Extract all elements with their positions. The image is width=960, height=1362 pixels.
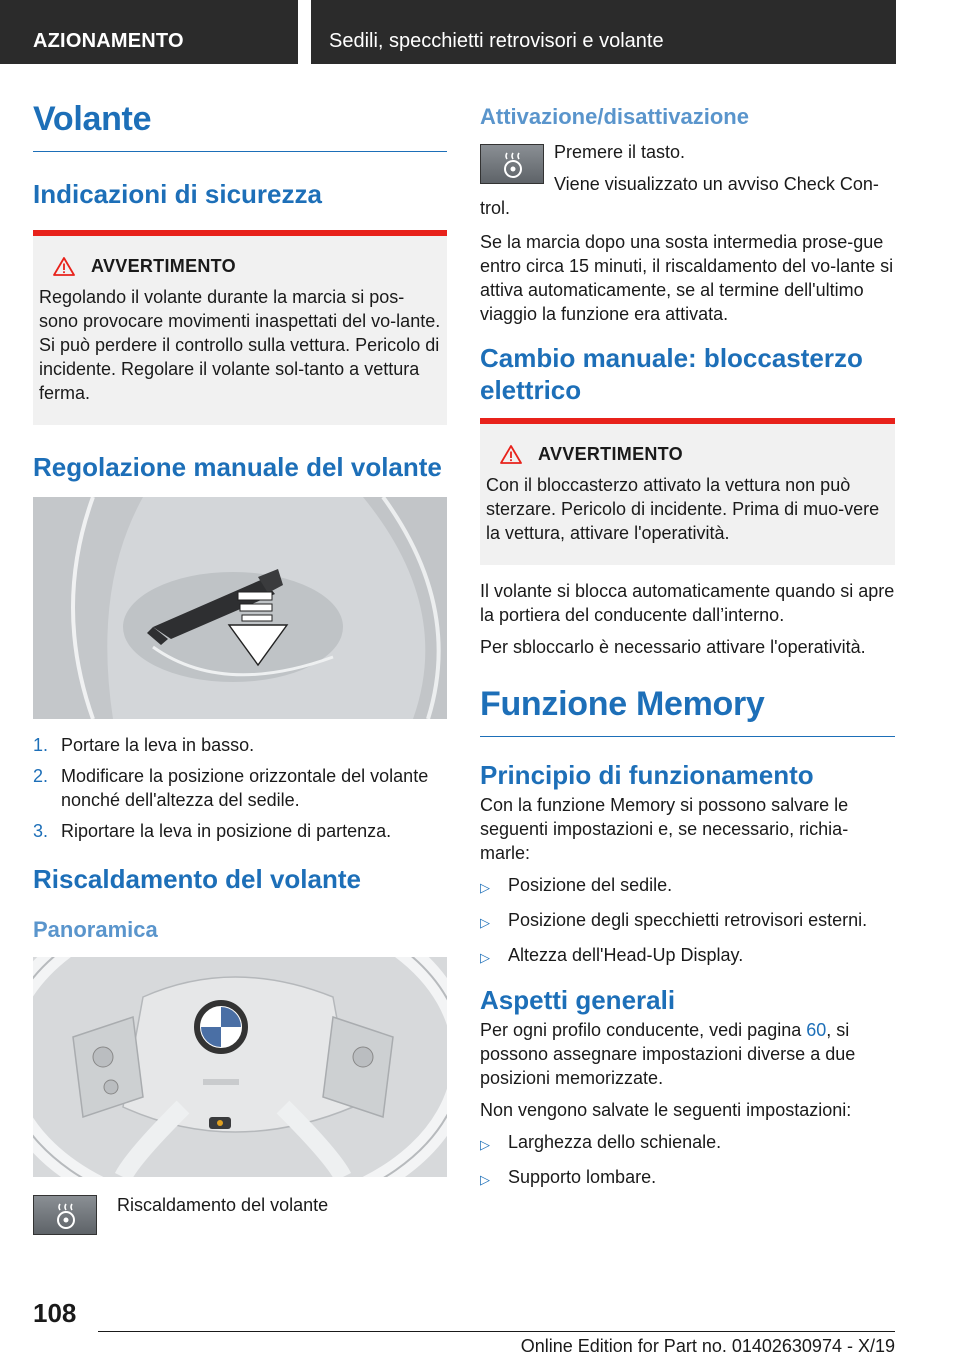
adjust-steps-list	[33, 733, 447, 843]
heading-principle: Principio di funzionamento	[480, 760, 814, 790]
footer-divider	[98, 1331, 895, 1332]
triangle-bullet-icon: ▷	[480, 915, 490, 930]
heading-overview: Panoramica	[33, 917, 158, 942]
list-item: ▷ Posizione degli specchietti retrovisori esterni.	[480, 908, 895, 935]
chapter-tab: Sedili, specchietti retrovisori e volante	[311, 0, 896, 64]
warning-title-text: AVVERTIMENTO	[91, 256, 236, 276]
warning-title-text: AVVERTIMENTO	[538, 444, 683, 464]
warning-box	[33, 230, 447, 425]
steering-lever-image	[33, 497, 447, 719]
press-text: Premere il tasto.	[554, 142, 686, 162]
list-item: ▷ Larghezza dello schienale.	[480, 1130, 895, 1157]
warning-text: Regolando il volante durante la marcia si pos-sono provocare movimenti inaspettati del vo-lante. Si può perdere il controllo sulla vettura. Pericolo di incidente. Regolare il volante sol-tanto a vettura ferma.	[39, 287, 441, 403]
title-volante: Volante	[33, 100, 447, 152]
warning-box	[480, 418, 895, 565]
steering-heating-icon	[54, 1202, 78, 1230]
steering-heating-icon	[501, 151, 525, 179]
page-link[interactable]: 60	[806, 1020, 827, 1040]
triangle-bullet-icon: ▷	[480, 1172, 490, 1187]
list-item: ▷ Altezza dell'Head-Up Display.	[480, 943, 895, 970]
steering-heating-button[interactable]	[33, 1195, 97, 1235]
triangle-bullet-icon: ▷	[480, 950, 490, 965]
check-text-b: trol.	[480, 198, 511, 218]
section-tab: AZIONAMENTO	[0, 0, 298, 64]
steering-wheel-illustration	[33, 957, 447, 1177]
heating-button-row	[33, 1195, 447, 1235]
warning-title	[486, 444, 889, 465]
heading-safety: Indicazioni di sicurezza	[33, 179, 322, 209]
list-item: 1. Portare la leva in basso.	[33, 735, 255, 755]
heading-manual-adjust: Regolazione manuale del volante	[33, 452, 442, 482]
principle-text: Con la funzione Memory si possono salvare le seguenti impostazioni e, se necessario, richia-marle:	[480, 795, 849, 863]
right-column	[480, 104, 895, 1200]
triangle-bullet-icon: ▷	[480, 1137, 490, 1152]
heading-steering-lock: Cambio manuale: bloccasterzo elettrico	[480, 343, 863, 405]
profile-text: Per ogni profilo conducente, vedi pagina 60, si possono assegnare impostazioni diverse a due posizioni memorizzate.	[480, 1020, 856, 1088]
steering-wheel-image	[33, 957, 447, 1177]
title-memory: Funzione Memory	[480, 685, 895, 737]
check-text-a: Viene visualizzato un avviso Check Con-	[554, 174, 879, 194]
press-text-block	[554, 140, 879, 196]
lever-illustration	[33, 497, 447, 719]
list-item: 3. Riportare la leva in posizione di partenza.	[33, 821, 392, 841]
triangle-bullet-icon: ▷	[480, 880, 490, 895]
not-saved-list	[480, 1130, 895, 1192]
list-item: ▷ Posizione del sedile.	[480, 873, 895, 900]
heating-button-label: Riscaldamento del volante	[117, 1195, 329, 1215]
auto-text: Se la marcia dopo una sosta intermedia prose-gue entro circa 15 minuti, il riscaldamento del vo-lante si attiva automaticamente, se al termine dell'ultimo viaggio la funzione era attivata.	[480, 232, 894, 324]
list-item: 2. Modificare la posizione orizzontale del volante nonché dell'altezza del sedile.	[33, 766, 429, 810]
list-item: ▷ Supporto lombare.	[480, 1165, 895, 1192]
warning-title	[39, 256, 441, 277]
lock-text: Il volante si blocca automaticamente quando si apre la portiera del conducente dall’interno.	[480, 581, 895, 625]
heading-activation: Attivazione/disattivazione	[480, 104, 749, 129]
saved-settings-list	[480, 873, 895, 970]
warning-triangle-icon	[53, 257, 75, 276]
press-button-row	[480, 140, 895, 196]
heading-heating: Riscaldamento del volante	[33, 864, 361, 894]
unlock-text: Per sbloccarlo è necessario attivare l'operatività.	[480, 637, 866, 657]
warning-triangle-icon	[500, 445, 522, 464]
steering-heating-button-small[interactable]	[480, 144, 544, 184]
footer-edition: Online Edition for Part no. 01402630974 - X/19	[520, 1336, 895, 1356]
page-number: 108	[33, 1298, 77, 1328]
warning-text: Con il bloccasterzo attivato la vettura non può sterzare. Pericolo di incidente. Prima di muo-vere la vettura, attivare l'operatività.	[486, 475, 880, 543]
page-header	[0, 0, 960, 66]
heading-general: Aspetti generali	[480, 985, 676, 1015]
not-saved-text: Non vengono salvate le seguenti impostazioni:	[480, 1100, 852, 1120]
left-column	[33, 100, 447, 1235]
